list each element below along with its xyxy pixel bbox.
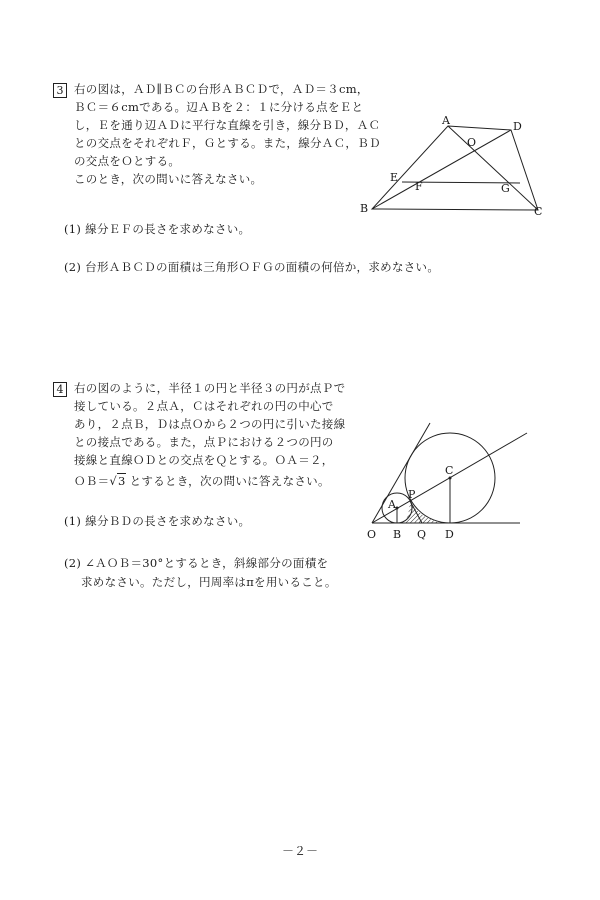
problem-4-question-1: (1) 線分ＢＤの長さを求めなさい。 xyxy=(64,514,251,528)
problem-3-text-line: との交点をそれぞれＦ，Ｇとする。また，線分ＡＣ，ＢＤ xyxy=(74,136,381,150)
problem-3-text-line: ＢＣ＝６cmである。辺ＡＢを２：１に分ける点をＥと xyxy=(74,100,364,114)
label-o: O xyxy=(467,136,477,149)
problem-4-text-line: 右の図のように，半径１の円と半径３の円が点Ｐで xyxy=(74,381,346,395)
problem-3-number: 3 xyxy=(53,83,67,98)
diagonal-bd xyxy=(372,130,511,209)
label-d: D xyxy=(445,528,454,541)
circles-figure xyxy=(360,420,530,545)
problem-3-question-1: (1) 線分ＥＦの長さを求めなさい。 xyxy=(64,222,251,236)
problem-3-text-line: このとき，次の問いに答えなさい。 xyxy=(74,172,263,186)
problem-4-text-line xyxy=(74,474,330,489)
label-f: F xyxy=(415,180,423,193)
label-a: A xyxy=(442,114,450,127)
label-p: P xyxy=(408,488,416,501)
label-g: G xyxy=(501,182,510,195)
ob-equals: ＯＢ＝ xyxy=(74,474,110,488)
problem-4-text-line: 接している。２点Ａ，Ｃはそれぞれの円の中心で xyxy=(74,399,334,413)
problem-3-question-2: (2) 台形ＡＢＣＤの面積は三角形ＯＦＧの面積の何倍か，求めなさい。 xyxy=(64,260,440,274)
problem-4-question-2-line-1: (2) ∠ＡＯＢ＝30°とするとき，斜線部分の面積を xyxy=(64,556,329,570)
problem-4-question-2-line-2: 求めなさい。ただし，円周率はπを用いること。 xyxy=(81,575,337,589)
problem-4-text-line: との接点である。また，点Ｐにおける２つの円の xyxy=(74,435,334,449)
sqrt-expression: √3 xyxy=(109,474,126,488)
problem-4-text-line: 接線と直線ＯＤとの交点をＱとする。ＯＡ＝２， xyxy=(74,453,334,467)
label-c: C xyxy=(445,464,454,477)
trapezoid-figure xyxy=(355,112,550,222)
trapezoid-abcd xyxy=(372,126,538,210)
problem-3-text-line: 右の図は，ＡＤ∥ＢＣの台形ＡＢＣＤで，ＡＤ＝３cm， xyxy=(74,82,369,96)
problem-3-text-line: し，Ｅを通り辺ＡＤに平行な直線を引き，線分ＢＤ，ＡＣ xyxy=(74,118,381,132)
problem-4-text-line: あり，２点Ｂ，Ｄは点Ｏから２つの円に引いた接線 xyxy=(74,417,346,431)
label-e: E xyxy=(390,171,399,184)
label-b: B xyxy=(393,528,402,541)
problem-4-number: 4 xyxy=(53,382,67,397)
page-number: －２－ xyxy=(281,844,318,858)
label-a: A xyxy=(388,498,396,511)
label-q: Q xyxy=(417,528,427,541)
problem-3-text-line: の交点をＯとする。 xyxy=(74,154,181,168)
label-c: C xyxy=(534,205,543,218)
label-b: B xyxy=(360,202,369,215)
upper-tangent-line xyxy=(372,423,430,523)
line6-rest: とするとき，次の問いに答えなさい。 xyxy=(125,474,330,488)
sqrt-radicand: 3 xyxy=(118,474,126,488)
diagonal-ac xyxy=(448,126,538,210)
label-o: O xyxy=(367,528,377,541)
label-d: D xyxy=(513,120,522,133)
